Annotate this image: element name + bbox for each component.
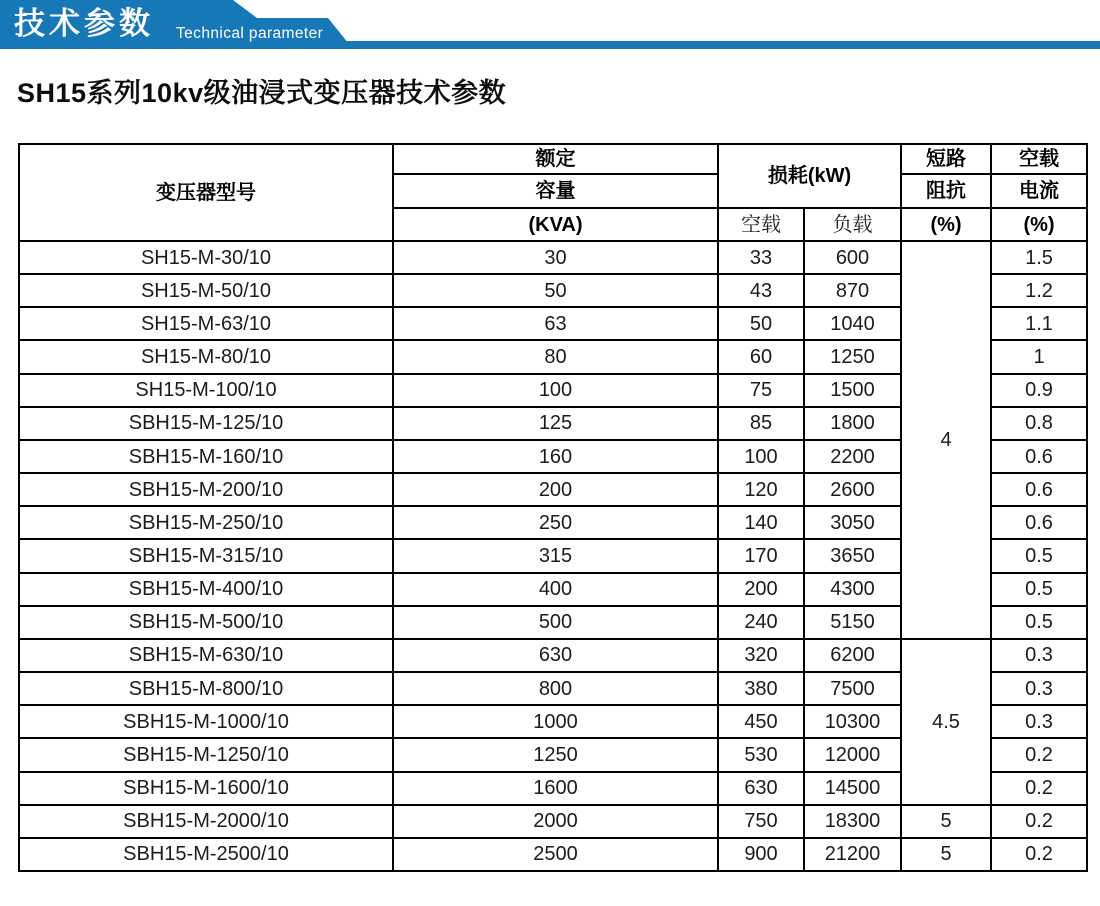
cell-rated-capacity: 125	[393, 407, 718, 440]
cell-load-loss: 600	[804, 241, 901, 274]
cell-model: SH15-M-100/10	[19, 374, 393, 407]
cell-rated-capacity: 250	[393, 506, 718, 539]
cell-model: SBH15-M-125/10	[19, 407, 393, 440]
cell-no-load-current: 0.5	[991, 573, 1087, 606]
header-rated-line3: (KVA)	[393, 208, 718, 241]
cell-no-load-loss: 140	[718, 506, 804, 539]
cell-no-load-loss: 33	[718, 241, 804, 274]
header-rated-line1: 额定	[393, 144, 718, 174]
cell-model: SH15-M-30/10	[19, 241, 393, 274]
page-title: SH15系列10kv级油浸式变压器技术参数	[17, 78, 507, 108]
header-loss: 损耗(kW)	[718, 144, 901, 208]
spec-table-body	[19, 241, 1087, 871]
cell-model: SBH15-M-160/10	[19, 440, 393, 473]
cell-rated-capacity: 80	[393, 340, 718, 373]
cell-load-loss: 2600	[804, 473, 901, 506]
cell-load-loss: 2200	[804, 440, 901, 473]
cell-no-load-loss: 100	[718, 440, 804, 473]
cell-no-load-loss: 200	[718, 573, 804, 606]
cell-no-load-current: 1.5	[991, 241, 1087, 274]
cell-impedance: 5	[901, 838, 991, 871]
cell-model: SBH15-M-1000/10	[19, 705, 393, 738]
cell-no-load-current: 1	[991, 340, 1087, 373]
cell-no-load-current: 0.2	[991, 805, 1087, 838]
cell-rated-capacity: 400	[393, 573, 718, 606]
cell-model: SBH15-M-800/10	[19, 672, 393, 705]
banner-title: 技术参数	[14, 6, 154, 41]
banner-ribbon-shape	[0, 0, 1100, 49]
cell-model: SBH15-M-1250/10	[19, 738, 393, 771]
spec-table-header	[19, 144, 1087, 241]
cell-load-loss: 870	[804, 274, 901, 307]
cell-impedance: 5	[901, 805, 991, 838]
table-row	[19, 639, 1087, 672]
cell-load-loss: 7500	[804, 672, 901, 705]
cell-load-loss: 4300	[804, 573, 901, 606]
header-impedance-line2: 阻抗	[901, 174, 991, 208]
header-model: 变压器型号	[19, 144, 393, 241]
cell-rated-capacity: 63	[393, 307, 718, 340]
cell-no-load-current: 1.2	[991, 274, 1087, 307]
header-loss-load: 负载	[804, 208, 901, 241]
cell-no-load-current: 0.6	[991, 440, 1087, 473]
cell-no-load-loss: 240	[718, 606, 804, 639]
cell-model: SBH15-M-250/10	[19, 506, 393, 539]
cell-no-load-current: 0.5	[991, 539, 1087, 572]
cell-model: SBH15-M-400/10	[19, 573, 393, 606]
banner-subtitle: Technical parameter	[176, 25, 324, 42]
cell-model: SBH15-M-2000/10	[19, 805, 393, 838]
table-row	[19, 241, 1087, 274]
cell-no-load-loss: 750	[718, 805, 804, 838]
header-current-line2: 电流	[991, 174, 1087, 208]
cell-rated-capacity: 1600	[393, 772, 718, 805]
spec-table	[18, 143, 1088, 872]
cell-no-load-current: 0.3	[991, 705, 1087, 738]
cell-load-loss: 1040	[804, 307, 901, 340]
cell-load-loss: 6200	[804, 639, 901, 672]
cell-rated-capacity: 2000	[393, 805, 718, 838]
cell-no-load-current: 0.8	[991, 407, 1087, 440]
cell-rated-capacity: 800	[393, 672, 718, 705]
cell-no-load-current: 0.6	[991, 473, 1087, 506]
cell-load-loss: 3050	[804, 506, 901, 539]
cell-load-loss: 12000	[804, 738, 901, 771]
cell-rated-capacity: 50	[393, 274, 718, 307]
cell-rated-capacity: 1250	[393, 738, 718, 771]
cell-no-load-loss: 530	[718, 738, 804, 771]
cell-no-load-current: 0.3	[991, 639, 1087, 672]
cell-impedance: 4.5	[901, 639, 991, 805]
cell-rated-capacity: 315	[393, 539, 718, 572]
cell-model: SH15-M-50/10	[19, 274, 393, 307]
header-impedance-line1: 短路	[901, 144, 991, 174]
cell-model: SBH15-M-200/10	[19, 473, 393, 506]
cell-no-load-loss: 320	[718, 639, 804, 672]
cell-rated-capacity: 200	[393, 473, 718, 506]
cell-no-load-loss: 75	[718, 374, 804, 407]
cell-no-load-current: 0.2	[991, 738, 1087, 771]
cell-model: SBH15-M-2500/10	[19, 838, 393, 871]
cell-model: SBH15-M-315/10	[19, 539, 393, 572]
cell-load-loss: 1800	[804, 407, 901, 440]
cell-load-loss: 10300	[804, 705, 901, 738]
cell-no-load-current: 0.3	[991, 672, 1087, 705]
cell-load-loss: 3650	[804, 539, 901, 572]
cell-no-load-loss: 900	[718, 838, 804, 871]
cell-model: SBH15-M-630/10	[19, 639, 393, 672]
cell-rated-capacity: 1000	[393, 705, 718, 738]
cell-load-loss: 21200	[804, 838, 901, 871]
cell-model: SBH15-M-1600/10	[19, 772, 393, 805]
cell-no-load-loss: 450	[718, 705, 804, 738]
cell-no-load-loss: 120	[718, 473, 804, 506]
cell-no-load-loss: 60	[718, 340, 804, 373]
cell-no-load-current: 0.5	[991, 606, 1087, 639]
cell-load-loss: 1500	[804, 374, 901, 407]
cell-no-load-loss: 380	[718, 672, 804, 705]
table-row	[19, 805, 1087, 838]
header-rated-line2: 容量	[393, 174, 718, 208]
cell-no-load-loss: 43	[718, 274, 804, 307]
table-row	[19, 838, 1087, 871]
cell-rated-capacity: 500	[393, 606, 718, 639]
cell-model: SH15-M-80/10	[19, 340, 393, 373]
cell-rated-capacity: 160	[393, 440, 718, 473]
cell-no-load-current: 0.6	[991, 506, 1087, 539]
cell-no-load-loss: 50	[718, 307, 804, 340]
cell-rated-capacity: 30	[393, 241, 718, 274]
header-current-line3: (%)	[991, 208, 1087, 241]
cell-load-loss: 14500	[804, 772, 901, 805]
cell-load-loss: 5150	[804, 606, 901, 639]
cell-no-load-current: 0.2	[991, 772, 1087, 805]
cell-rated-capacity: 100	[393, 374, 718, 407]
cell-no-load-loss: 630	[718, 772, 804, 805]
cell-no-load-loss: 170	[718, 539, 804, 572]
cell-no-load-current: 0.9	[991, 374, 1087, 407]
cell-model: SBH15-M-500/10	[19, 606, 393, 639]
section-banner	[0, 0, 1100, 49]
cell-model: SH15-M-63/10	[19, 307, 393, 340]
cell-load-loss: 1250	[804, 340, 901, 373]
header-loss-no-load: 空载	[718, 208, 804, 241]
cell-rated-capacity: 2500	[393, 838, 718, 871]
cell-no-load-current: 0.2	[991, 838, 1087, 871]
header-impedance-line3: (%)	[901, 208, 991, 241]
cell-load-loss: 18300	[804, 805, 901, 838]
cell-no-load-loss: 85	[718, 407, 804, 440]
header-current-line1: 空载	[991, 144, 1087, 174]
cell-impedance: 4	[901, 241, 991, 639]
cell-no-load-current: 1.1	[991, 307, 1087, 340]
cell-rated-capacity: 630	[393, 639, 718, 672]
